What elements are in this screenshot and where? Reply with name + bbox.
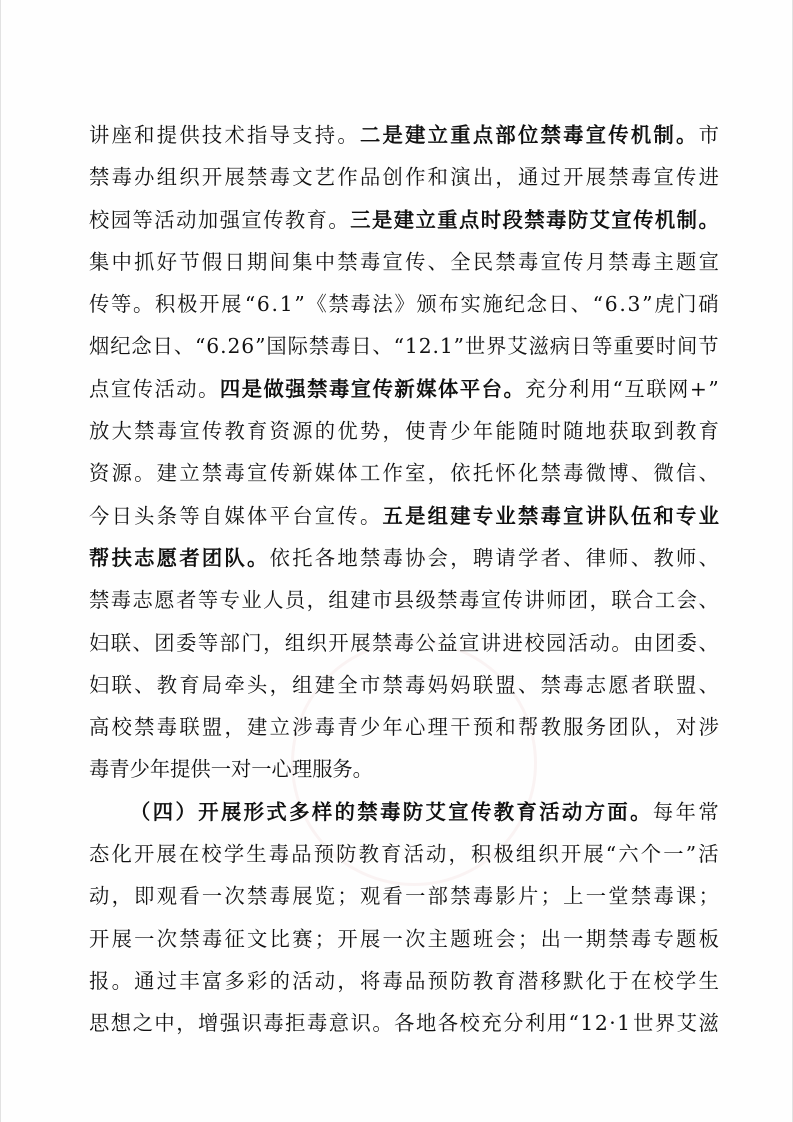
text-line: 帮 扶 志 愿 者 团 队 。 依 托 各 地 禁 毒 协 会 ， 聘 请 学 者 、 律 师 、 教 师 、 <box>89 545 719 570</box>
text-line: 动 ， 即 观 看 一 次 禁 毒 展 览 ； 观 看 一 部 禁 毒 影 片 ； 上 一 堂 禁 毒 课 ； <box>89 884 719 909</box>
text-line: 传 等 。 积 极 开 展 “ 6 . 1 ” 《 禁 毒 法 》 颁 布 实 施 纪 念 日 、 “ 6 . 3 ” 虎 门 硝 <box>89 292 719 317</box>
text-line: 今 日 头 条 等 自 媒 体 平 台 宣 传 。 五 是 组 建 专 业 禁 毒 宣 讲 队 伍 和 专 业 <box>89 503 719 528</box>
text-line: （ 四 ） 开 展 形 式 多 样 的 禁 毒 防 艾 宣 传 教 育 活 动 方 面 。 每 年 常 <box>130 799 719 824</box>
text-line: 高 校 禁 毒 联 盟 ， 建 立 涉 毒 青 少 年 心 理 干 预 和 帮 教 服 务 团 队 ， 对 涉 <box>89 715 719 740</box>
text-line: 妇 联 、 教 育 局 牵 头 ， 组 建 全 市 禁 毒 妈 妈 联 盟 、 禁 毒 志 愿 者 联 盟 、 <box>89 672 719 697</box>
text-line: 讲 座 和 提 供 技 术 指 导 支 持 。 二 是 建 立 重 点 部 位 禁 毒 宣 传 机 制 。 市 <box>89 123 719 147</box>
text-line: 禁 毒 办 组 织 开 展 禁 毒 文 艺 作 品 创 作 和 演 出 ， 通 过 开 展 禁 毒 宣 传 进 <box>89 165 719 190</box>
text-line: 开 展 一 次 禁 毒 征 文 比 赛 ； 开 展 一 次 主 题 班 会 ； 出 一 期 禁 毒 专 题 板 <box>89 926 719 951</box>
text-line: 校 园 等 活 动 加 强 宣 传 教 育 。 三 是 建 立 重 点 时 段 禁 毒 防 艾 宣 传 机 制 。 <box>89 207 719 232</box>
text-line: 放 大 禁 毒 宣 传 教 育 资 源 的 优 势 ， 使 青 少 年 能 随 时 随 地 获 取 到 教 育 <box>89 419 719 444</box>
text-line: 报 。 通 过 丰 富 多 彩 的 活 动 ， 将 毒 品 预 防 教 育 潜 移 默 化 于 在 校 学 生 <box>89 968 719 993</box>
text-line: 妇 联 、 团 委 等 部 门 ， 组 织 开 展 禁 毒 公 益 宣 讲 进 校 园 活 动 。 由 团 委 、 <box>89 630 719 655</box>
text-line: 禁 毒 志 愿 者 等 专 业 人 员 ， 组 建 市 县 级 禁 毒 宣 传 讲 师 团 ， 联 合 工 会 、 <box>89 588 719 613</box>
text-line: 思 想 之 中 ， 增 强 识 毒 拒 毒 意 识 。 各 地 各 校 充 分 利 用 “ 1 2 · 1 世 界 艾 滋 <box>89 1011 719 1036</box>
text-line: 资 源 。 建 立 禁 毒 宣 传 新 媒 体 工 作 室 ， 依 托 怀 化 禁 毒 微 博 、 微 信 、 <box>89 461 719 486</box>
text-line <box>89 748 719 790</box>
text-line: 烟 纪 念 日 、 “ 6 . 2 6 ” 国 际 禁 毒 日 、 “ 1 2 . 1 ” 世 界 艾 滋 病 日 等 重 要 时 间 节 <box>89 334 719 359</box>
text-segment: 毒青少年提供一对一心理服务。 <box>89 757 373 782</box>
text-line: 点 宣 传 活 动 。 四 是 做 强 禁 毒 宣 传 新 媒 体 平 台 。 充 分 利 用 “ 互 联 网 + ” <box>89 376 719 401</box>
text-line: 集 中 抓 好 节 假 日 期 间 集 中 禁 毒 宣 传 、 全 民 禁 毒 宣 传 月 禁 毒 主 题 宣 <box>89 249 719 274</box>
text-line: 态 化 开 展 在 校 学 生 毒 品 预 防 教 育 活 动 ， 积 极 组 织 开 展 “ 六 个 一 ” 活 <box>89 842 719 867</box>
body-text <box>89 114 719 1045</box>
